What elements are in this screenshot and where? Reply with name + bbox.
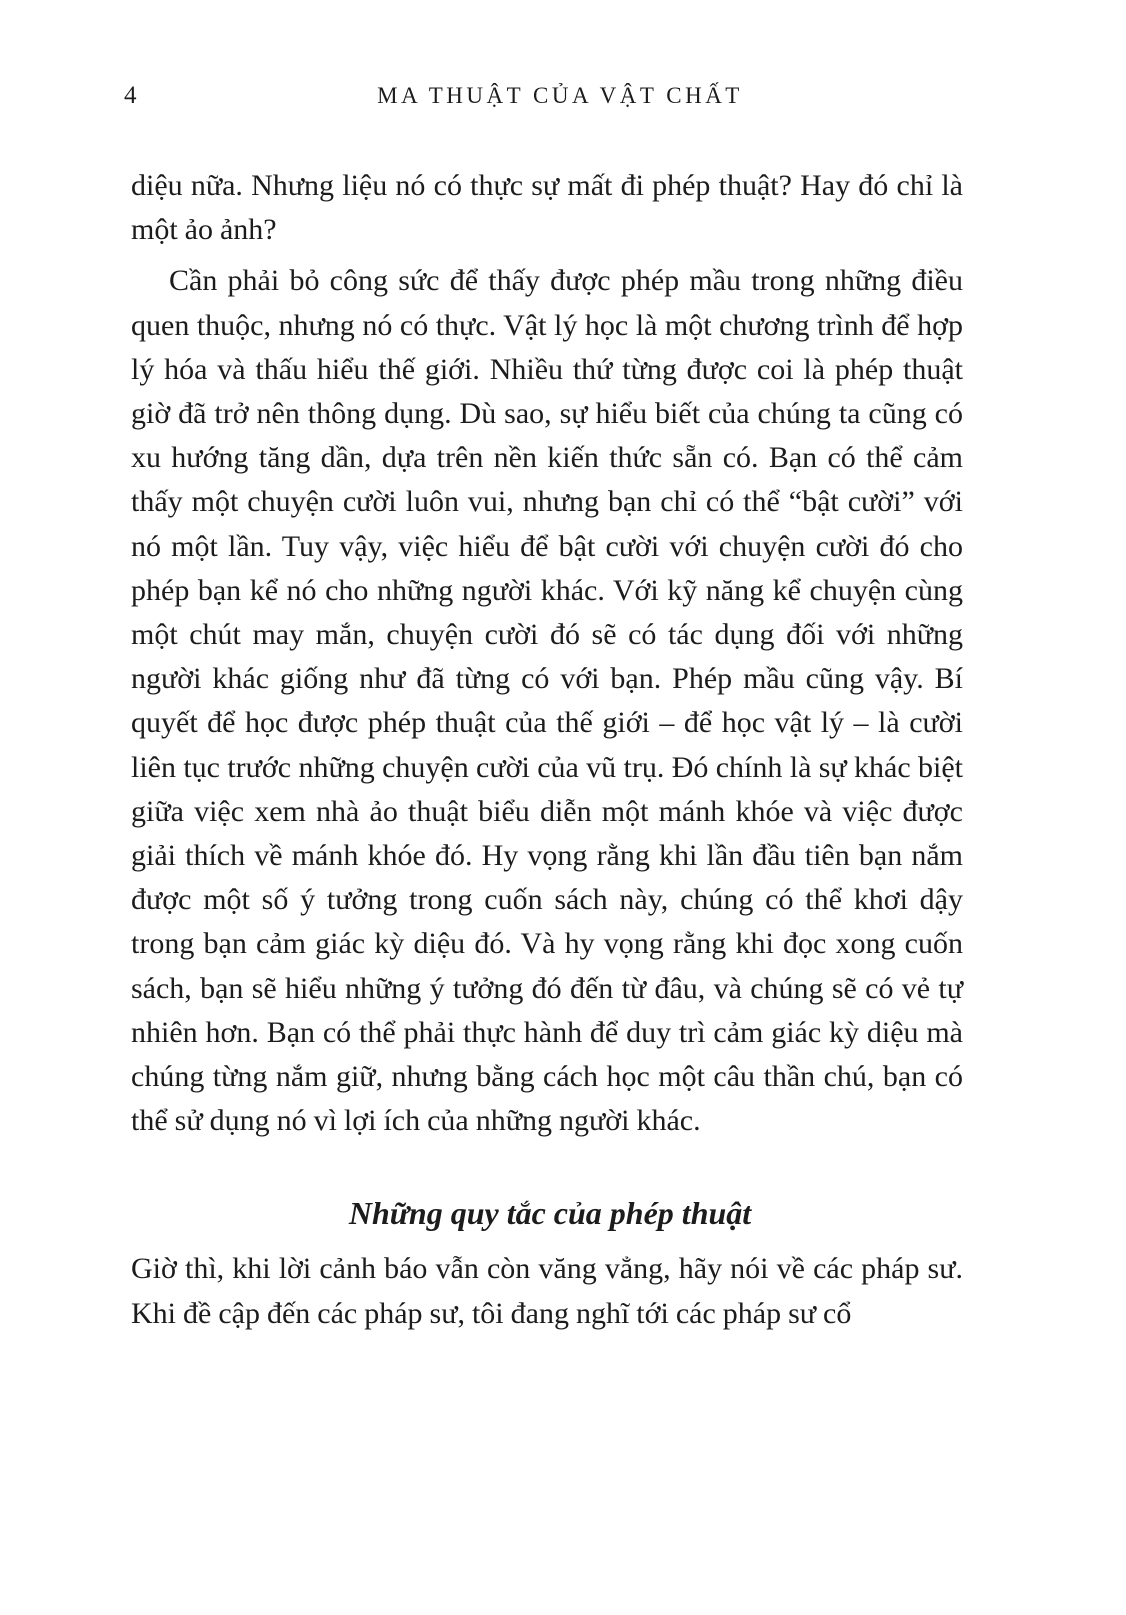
paragraph-main: Cần phải bỏ công sức để thấy được phép mầu trong những điều quen thuộc, nhưng nó có thực. Vật lý học là một chương trình để hợp lý hóa và thấu hiểu thế giới. Nhiều thứ từng được coi là phép thuật giờ đã trở nên thông dụng. Dù sao, sự hiểu biết của chúng ta cũng có xu hướng tăng dần, dựa trên nền kiến thức sẵn có. Bạn có thể cảm thấy một chuyện cười luôn vui, nhưng bạn chỉ có thể “bật cười” với nó một lần. Tuy vậy, việc hiểu để bật cười với chuyện cười đó cho phép bạn kể nó cho những người khác. Với kỹ năng kể chuyện cùng một chút may mắn, chuyện cười đó sẽ có tác dụng đối với những người khác giống như đã từng có với bạn. Phép mầu cũng vậy. Bí quyết để học được phép thuật của thế giới – để học vật lý – là cười liên tục trước những chuyện cười của vũ trụ. Đó chính là sự khác biệt giữa việc xem nhà ảo thuật biểu diễn một mánh khóe và việc được giải thích về mánh khóe đó. Hy vọng rằng khi lần đầu tiên bạn nắm được một số ý tưởng trong cuốn sách này, chúng có thể khơi dậy trong bạn cảm giác kỳ diệu đó. Và hy vọng rằng khi đọc xong cuốn sách, bạn sẽ hiểu những ý tưởng đó đến từ đâu, và chúng sẽ có vẻ tự nhiên hơn. Bạn có thể phải thực hành để duy trì cảm giác kỳ diệu mà chúng từng nắm giữ, nhưng bằng cách học một câu thần chú, bạn có thể sử dụng nó vì lợi ích của những người khác.: [131, 264, 963, 1138]
paragraph-continuation: diệu nữa. Nhưng liệu nó có thực sự mất đi phép thuật? Hay đó chỉ là một ảo ảnh?: [131, 169, 963, 247]
running-header: [0, 78, 1126, 114]
running-title: MA THUẬT CỦA VẬT CHẤT: [377, 83, 743, 108]
section-heading: Những quy tắc của phép thuật: [348, 1195, 752, 1232]
body-text: [131, 164, 963, 1336]
paragraph-section-start: Giờ thì, khi lời cảnh báo vẫn còn văng vẳng, hãy nói về các pháp sư. Khi đề cập đến các pháp sư, tôi đang nghĩ tới các pháp sư cổ: [131, 1252, 963, 1330]
page-number: 4: [124, 82, 137, 109]
